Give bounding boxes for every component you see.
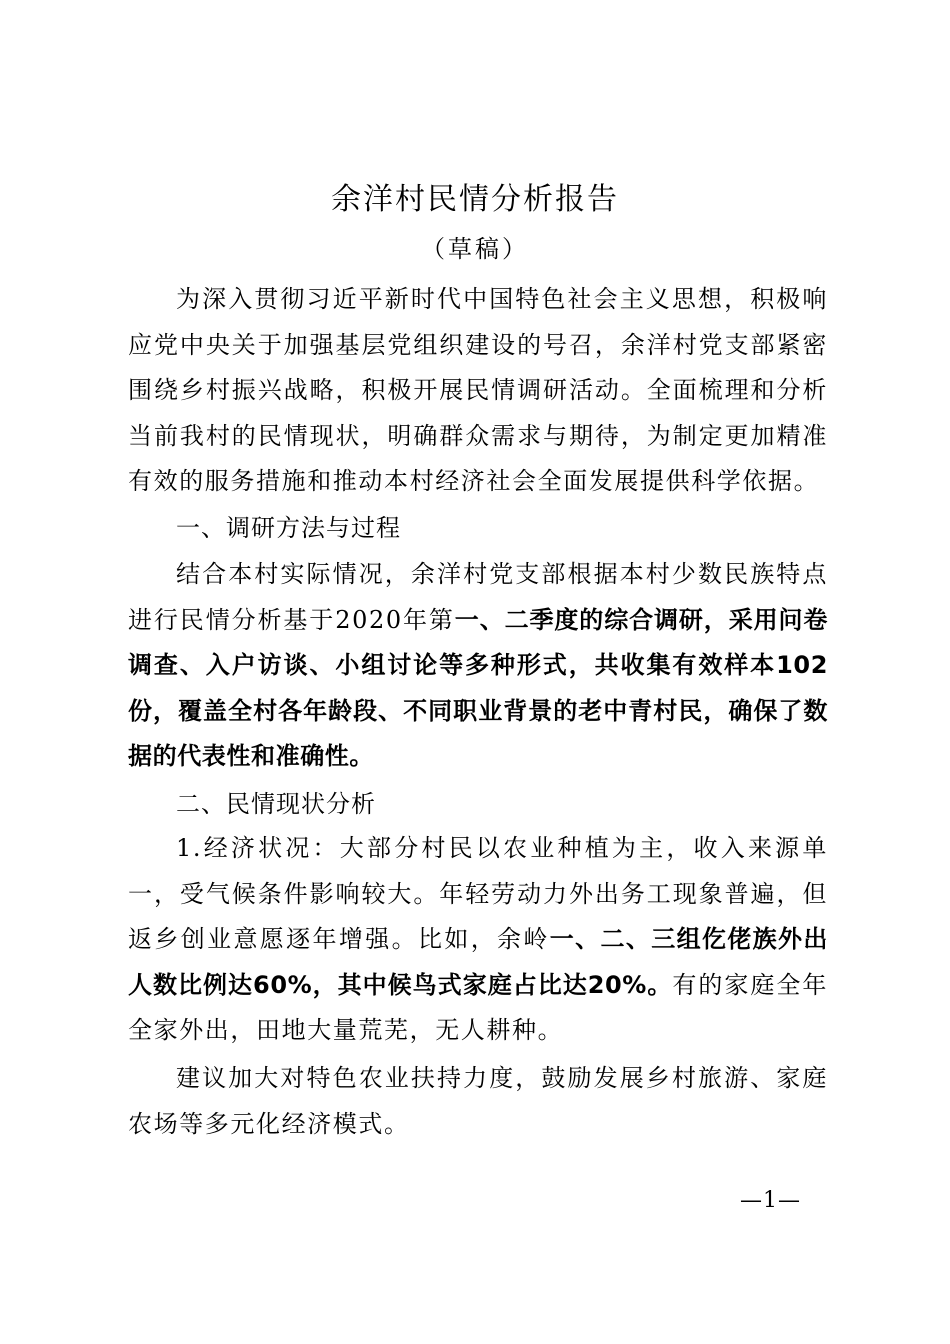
document-title: 余洋村民情分析报告 <box>331 182 619 217</box>
section-heading-methods: 一、调研方法与过程 <box>176 514 401 542</box>
methods-paragraph <box>128 552 828 780</box>
economy-text-emphasis: 一、二、三组仡佬族外出人数比例达60%，其中候鸟式家庭占比达20%。 <box>128 925 828 999</box>
suggestion-paragraph: 建议加大对特色农业扶持力度，鼓励发展乡村旅游、家庭农场等多元化经济模式。 <box>128 1064 828 1138</box>
intro-paragraph: 为深入贯彻习近平新时代中国特色社会主义思想，积极响应党中央关于加强基层党组织建设的号召，余洋村党支部紧密围绕乡村振兴战略，积极开展民情调研活动。全面梳理和分析当前我村的民情现状，明确群众需求与期待，为制定更加精准有效的服务措施和推动本村经济社会全面发展提供科学依据。 <box>128 285 828 495</box>
economy-text: 1.经济状况：大部分村民以农业种植为主，收入来源单一，受气候条件影响较大。年轻劳动力外出务工现象普遍，但返乡创业意愿逐年增强。比如，余岭 <box>128 834 828 953</box>
methods-text-emphasis: 一、二季度的综合调研，采用问卷调查、入户访谈、小组讨论等多种形式，共收集有效样本102份，覆盖全村各年龄段、不同职业背景的老中青村民，确保了数据的代表性和准确性。 <box>128 605 829 770</box>
methods-text: 结合本村实际情况，余洋村党支部根据本村少数民族特点进行民情分析基于2020年第 <box>128 560 828 634</box>
document-subtitle: （草稿） <box>421 235 529 263</box>
economy-paragraph <box>128 826 828 1054</box>
economy-text-tail: 有的家庭全年全家外出，田地大量荒芜，无人耕种。 <box>128 970 828 1044</box>
page-number: —1— <box>740 1188 801 1213</box>
section-heading-status: 二、民情现状分析 <box>176 790 376 818</box>
